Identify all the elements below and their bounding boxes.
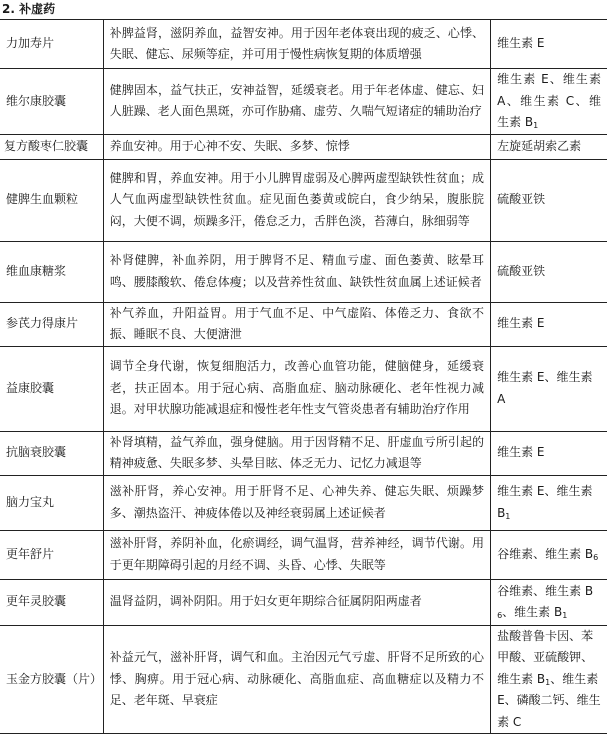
- table-row: [0, 625, 607, 734]
- drug-description: 滋补肝肾，养阴补血，化瘀调经，调气温肾，营养神经，调节代谢。用于更年期障碍引起的月经不调、头昏、心悸、失眠等: [103, 530, 490, 579]
- drug-description: 滋补肝肾，养心安神。用于肝肾不足、心神失养、健忘失眠、烦躁梦多、潮热盗汗、神疲体倦以及神经衰弱属上述证候者: [103, 475, 490, 530]
- drug-ingredients: 维生素 E: [491, 431, 607, 475]
- drug-name: 益康胶囊: [0, 346, 103, 431]
- drug-name: 维血康糖浆: [0, 241, 103, 302]
- table-row: [0, 302, 607, 346]
- table-row: [0, 69, 607, 135]
- drug-description: 补气养血，升阳益胃。用于气血不足、中气虚陷、体倦乏力、食欲不振、睡眠不良、大便溏泄: [103, 302, 490, 346]
- drug-ingredients: 硫酸亚铁: [491, 159, 607, 241]
- table-row: [0, 241, 607, 302]
- drug-ingredients: 维生素 E、维生素 $B_1$: [491, 475, 607, 530]
- drug-ingredients: 维生素 E: [491, 20, 607, 69]
- table-row: [0, 346, 607, 431]
- drug-name: 脑力宝丸: [0, 475, 103, 530]
- drug-name: 更年灵胶囊: [0, 579, 103, 625]
- drug-description: 健脾和胃，养血安神。用于小儿脾胃虚弱及心脾两虚型缺铁性贫血；成人气血两虚型缺铁性贫血。症见面色萎黄或皖白，食少纳呆，腹胀脘闷，大便不调，烦躁多汗，倦怠乏力，舌胖色淡，苔薄白，脉细弱等: [103, 159, 490, 241]
- drug-ingredients: 维生素 E、维生素 A、维生素 C、维生素 $B_1$: [491, 69, 607, 135]
- drug-name: 参芪力得康片: [0, 302, 103, 346]
- drug-description: 补肾填精，益气养血，强身健脑。用于因肾精不足、肝虚血亏所引起的精神疲惫、失眠多梦、头晕目眩、体乏无力、记忆力减退等: [103, 431, 490, 475]
- drug-ingredients: 维生素 E、维生素 A: [491, 346, 607, 431]
- table-row: [0, 159, 607, 241]
- table-row: [0, 579, 607, 625]
- drug-name: 维尔康胶囊: [0, 69, 103, 135]
- table-row: [0, 134, 607, 159]
- drug-ingredients: 维生素 E: [491, 302, 607, 346]
- drug-name: 抗脑衰胶囊: [0, 431, 103, 475]
- drug-ingredients: 盐酸普鲁卡因、苯甲酸、亚硫酸钾、维生素 $B_1$、维生素 E、磷酸二钙、维生素 C: [491, 625, 607, 734]
- drug-ingredients: 谷维素、维生素 $B_6$、维生素 $B_1$: [491, 579, 607, 625]
- table-row: [0, 20, 607, 69]
- drug-ingredients: 硫酸亚铁: [491, 241, 607, 302]
- drug-name: 更年舒片: [0, 530, 103, 579]
- drug-ingredients: 谷维素、维生素 $B_6$: [491, 530, 607, 579]
- section-title: 2. 补虚药: [2, 2, 56, 16]
- drug-description: 养血安神。用于心神不安、失眠、多梦、惊悸: [103, 134, 490, 159]
- drug-table: [0, 19, 607, 734]
- table-row: [0, 431, 607, 475]
- drug-name: 力加寿片: [0, 20, 103, 69]
- drug-ingredients: 左旋延胡索乙素: [491, 134, 607, 159]
- drug-description: 温肾益阴，调补阴阳。用于妇女更年期综合征属阴阳两虚者: [103, 579, 490, 625]
- drug-description: 补益元气，滋补肝肾，调气和血。主治因元气亏虚、肝肾不足所致的心悸、胸痹。用于冠心病、动脉硬化、高脂血症、高血糖症以及精力不足、老年斑、早衰症: [103, 625, 490, 734]
- drug-name: 玉金方胶囊（片）: [0, 625, 103, 734]
- table-row: [0, 530, 607, 579]
- drug-description: 补脾益肾，滋阴养血，益智安神。用于因年老体衰出现的疲乏、心悸、失眠、健忘、尿频等症，并可用于慢性病恢复期的体质增强: [103, 20, 490, 69]
- drug-description: 补肾健脾，补血养阴，用于脾肾不足、精血亏虚、面色萎黄、眩晕耳鸣、腰膝酸软、倦怠体瘦；以及营养性贫血、缺铁性贫血属上述证候者: [103, 241, 490, 302]
- drug-description: 健脾固本，益气扶正，安神益智，延缓衰老。用于年老体虚、健忘、妇人脏躁、老人面色黑斑，亦可作胁痛、虚劳、久喘气短诸症的辅助治疗: [103, 69, 490, 135]
- table-row: [0, 475, 607, 530]
- drug-description: 调节全身代谢，恢复细胞活力，改善心血管功能，健脑健身，延缓衰老，扶正固本。用于冠心病、高脂血症、脑动脉硬化、老年性视力减退。对甲状腺功能减退症和慢性老年性支气管炎患者有辅助治疗作用: [103, 346, 490, 431]
- drug-name: 复方酸枣仁胶囊: [0, 134, 103, 159]
- drug-name: 健脾生血颗粒: [0, 159, 103, 241]
